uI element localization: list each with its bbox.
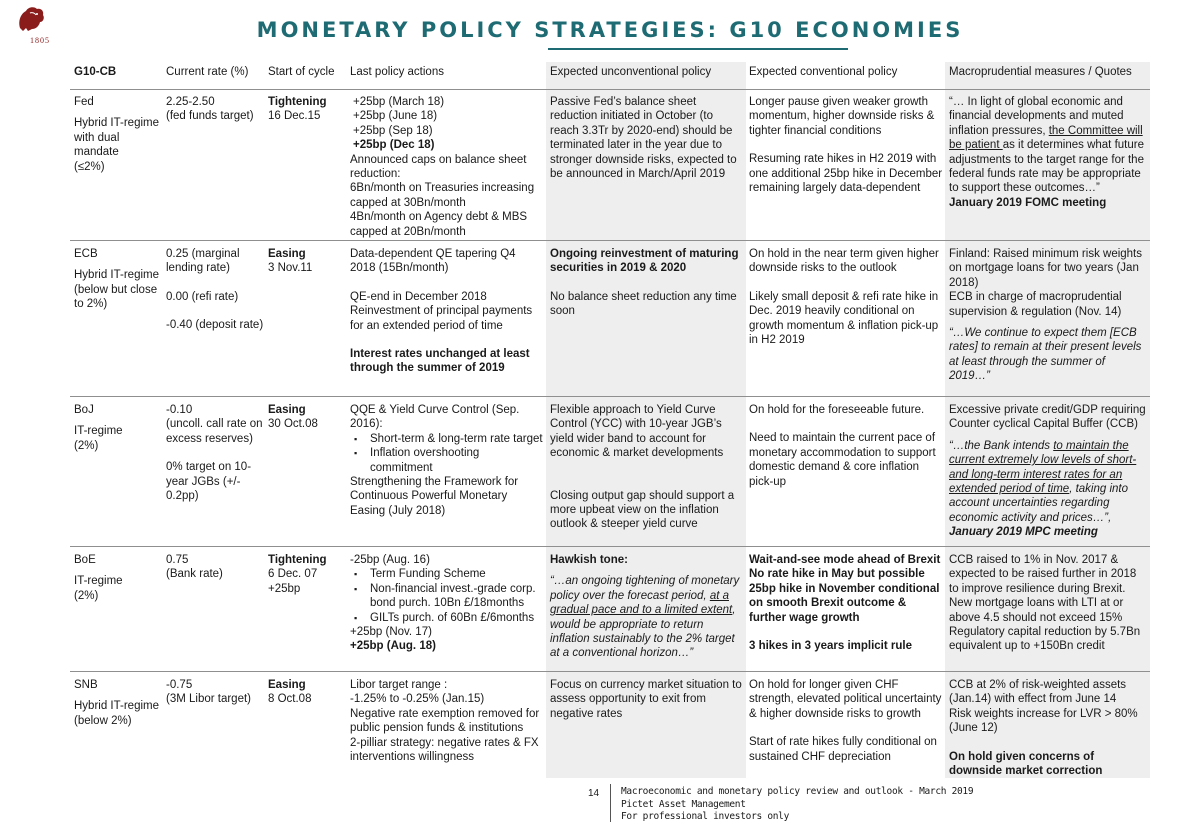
quote-source: January 2019 MPC meeting [949,526,1098,539]
conv-item: Longer pause given weaker growth momentum, higher downside risks & tighter financial conditions [749,96,935,137]
rate-value: -0.40 (deposit rate) [166,319,264,332]
table-header [70,62,1150,90]
unconv-item: Hawkish tone: [550,554,628,566]
action-item: Libor target range : [350,679,448,691]
cell-macroprudential [949,95,1147,210]
bullet-item: ▪ GILTs purch. of 60Bn £/6months [350,611,544,625]
conv-item: On hold for longer given CHF strength, elevated political uncertainty & higher downside risks to growth [749,679,942,720]
cb-regime: IT-regime [74,425,123,438]
cb-name: SNB [74,679,98,691]
policy-table [70,62,1150,778]
unconv-item: Ongoing reinvestment of maturing securities in 2019 & 2020 [550,248,739,275]
cycle-date: 30 Oct.08 [268,418,318,431]
footer-line-3: For professional investors only [621,811,790,822]
quote-text: “…the Bank intends [949,439,1054,452]
cell-unconventional: Passive Fed’s balance sheet reduction initiated in October (to reach 3.3Tr by 2020-end) should be terminated later in the year due to stronger downside risks, expected to be announced in March/April 2019 [550,96,737,181]
cycle-date: 16 Dec.15 [268,110,321,123]
cb-name: ECB [74,248,98,260]
action-item: -1.25% to -0.25% (Jan.15) [350,693,485,706]
cell-unconventional [550,553,746,661]
cell-rate [166,403,266,503]
cycle-direction: Easing [268,404,306,416]
cell-conventional [749,403,943,489]
rate-value: 0.75 [166,554,189,566]
cb-regime: Hybrid IT-regime with dual mandate [74,117,159,159]
cell-cycle [268,95,348,124]
cell-macroprudential [949,678,1147,778]
action-item: Negative rate exemption removed for public pension funds & institutions [350,707,540,735]
footer-text [621,786,973,824]
macro-item: Risk weights increase for LVR > 80% (June 12) [949,707,1138,735]
action-item: +25bp (March 18) [353,96,445,108]
action-item: QQE & Yield Curve Control (Sep. 2016): [350,404,520,431]
action-item: +25bp (June 18) [353,110,438,123]
logo-year: 1805 [30,36,50,45]
action-item: QE-end in December 2018 [350,290,487,303]
rate-value: 0% target on 10-year JGBs (+/- 0.2pp) [166,461,252,503]
bullet-item: ▪ Short-term & long-term rate target [350,432,544,446]
cell-last-actions [350,403,544,518]
quote-underlined: at a gradual pace and to a limited extent [550,589,733,617]
action-item: +25bp (Dec 18) [353,139,435,152]
action-item: -25bp (Aug. 16) [350,554,430,566]
cell-rate [166,247,266,333]
header-unconventional: Expected unconventional policy [550,66,712,78]
cb-regime: Hybrid IT-regime [74,700,159,713]
quote-text: , taking into account uncertainties regarding economic activity and prices…”, [949,483,1129,524]
cb-name: BoE [74,554,96,566]
cell-unconventional [550,247,744,319]
bullet-item: ▪ Inflation overshooting commitment [350,446,544,475]
rate-value: -0.75 [166,679,193,691]
conv-item: Start of rate hikes fully conditional on sustained CHF depreciation [749,736,937,763]
macro-item: ECB in charge of macroprudential supervision & regulation (Nov. 14) [949,291,1122,318]
cycle-date: 8 Oct.08 [268,693,312,706]
quote-text: “…an ongoing tightening of monetary policy over the forecast period, [550,575,740,602]
bullet-item: ▪ Non-financial invest.-grade corp. bond purch. 10Bn £/18months [350,582,544,611]
row-divider [70,671,1150,672]
table-row-ecb [70,247,1150,397]
rate-note: (3M Libor target) [166,693,252,706]
conv-item: Resuming rate hikes in H2 2019 with one additional 25bp hike in December remaining largely data-dependent [749,153,943,195]
conv-item: Wait-and-see mode ahead of Brexit [749,554,941,566]
action-bullets [350,432,544,475]
rate-note: (fed funds target) [166,110,254,123]
action-bullets [350,567,544,625]
cell-cb [74,678,164,728]
quote-text: “…We continue to expect them [ECB rates] to remain at their present levels at least through the summer of 2019…” [949,327,1142,383]
quote-text: as it determines what future adjustments to the target range for the federal funds rate may be appropriate to support these outcomes…” [949,139,1144,195]
quote-text: , would be appropriate to return inflation sustainably to the 2% target at a conventional horizon…” [550,604,736,660]
action-item: +25bp (Aug. 18) [350,640,436,653]
row-divider [70,89,1150,90]
cb-target: (2%) [74,589,99,602]
rate-value: 0.25 (marginal lending rate) [166,248,240,275]
cycle-date: 3 Nov.11 [268,262,313,275]
cb-regime: IT-regime [74,575,123,588]
action-item: 2-pilliar strategy: negative rates & FX interventions willingness [350,736,539,764]
header-macroprudential: Macroprudential measures / Quotes [949,66,1132,78]
rate-note: (Bank rate) [166,568,223,581]
quote-text: “… In light of global economic and financial developments and muted inflation pressures, [949,96,1124,137]
action-item: Strengthening the Framework for Continuous Powerful Monetary Easing (July 2018) [350,476,519,517]
macro-item: Excessive private credit/GDP requiring Counter cyclical Capital Buffer (CCB) [949,404,1146,431]
quote-source: January 2019 FOMC meeting [949,196,1107,209]
cb-target: (2%) [74,439,99,452]
macro-item: On hold given concerns of downside market correction [949,750,1103,778]
cell-cycle [268,678,348,707]
action-item: Interest rates unchanged at least through the summer of 2019 [350,348,530,375]
conv-item: On hold in the near term given higher downside risks to the outlook [749,248,939,275]
unconv-item: Flexible approach to Yield Curve Control (YCC) with 10-year JGB’s yield wider band to account for economic & market developments [550,404,724,460]
page-title: MONETARY POLICY STRATEGIES: G10 ECONOMIES [256,18,964,42]
header-last-actions: Last policy actions [350,66,444,78]
action-item: +25bp (Nov. 17) [350,626,432,639]
cell-cycle [268,247,348,276]
rate-value: 2.25-2.50 [166,96,215,108]
macro-item: Finland: Raised minimum risk weights on mortgage loans for two years (Jan 2018) [949,248,1143,289]
cell-rate [166,553,266,582]
header-rate: Current rate (%) [166,66,249,78]
conv-item: Need to maintain the current pace of monetary accommodation to support domestic demand & core inflation pick-up [749,432,936,488]
cell-cb [74,403,164,453]
title-underline [548,48,848,50]
conv-item: Likely small deposit & refi rate hike in Dec. 2019 heavily conditional on growth momentum & inflation pick-up in H2 2019 [749,290,939,347]
cb-target: (below 2%) [74,714,132,727]
table-row-boj [70,403,1150,548]
cb-target: (below but close to 2%) [74,283,158,311]
unconv-item: Closing output gap should support a more upbeat view on the inflation outlook & steeper yield curve [550,489,735,531]
cb-regime: Hybrid IT-regime [74,269,159,282]
action-item: +25bp (Sep 18) [353,124,433,137]
conv-item: 3 hikes in 3 years implicit rule [749,640,912,653]
table-row-boe [70,553,1150,673]
footer-divider [610,784,611,822]
cell-conventional [749,678,943,764]
cycle-change: +25bp [268,582,301,595]
row-divider [70,396,1150,397]
cell-cycle [268,403,348,432]
cell-last-actions [350,247,544,376]
table-row-snb [70,678,1150,778]
page-number: 14 [588,788,600,799]
cell-macroprudential [949,247,1147,384]
cell-cb [74,247,164,312]
cell-macroprudential [949,403,1147,540]
cell-cycle [268,553,348,596]
cell-conventional [749,95,943,195]
conv-item: No rate hike in May but possible 25bp hike in November conditional on smooth Brexit outcome & further wage growth [749,568,940,624]
macro-item: CCB at 2% of risk-weighted assets (Jan.14) with effect from June 14 [949,679,1127,706]
header-conventional: Expected conventional policy [749,66,898,78]
cycle-direction: Tightening [268,554,327,566]
row-divider [70,240,1150,241]
row-divider [70,546,1150,547]
cycle-date: 6 Dec. 07 [268,568,318,581]
action-item: Announced caps on balance sheet reduction: [350,153,527,181]
quote-underlined: the Committee will be patient [949,124,1143,152]
action-item: 4Bn/month on Agency debt & MBS capped at 20Bn/month [350,211,528,238]
cell-last-actions [350,678,544,764]
footer-line-1: Macroeconomic and monetary policy review and outlook - March 2019 [621,786,974,797]
conv-item: On hold for the foreseeable future. [749,404,925,416]
cycle-direction: Easing [268,248,306,260]
rate-note: (uncoll. call rate on excess reserves) [166,418,263,445]
footer-line-2: Pictet Asset Management [621,798,746,810]
rate-value: -0.10 [166,404,193,416]
cell-cb [74,95,162,174]
bullet-item: ▪ Term Funding Scheme [350,567,544,581]
quote-underlined: to maintain the current extremely low levels of short- and long-term interest rates for an extended period of time [949,439,1137,496]
cycle-direction: Easing [268,679,306,691]
cell-rate [166,95,266,124]
cell-conventional [749,247,943,347]
cell-last-actions [350,95,544,239]
header-cb: G10-CB [74,66,117,78]
unconv-item: No balance sheet reduction any time soon [550,290,737,318]
cell-macroprudential: CCB raised to 1% in Nov. 2017 & expected to be raised further in 2018 to improve resilience during Brexit. New mortgage loans with LTI at or above 4.5 should not exceed 15% Regulatory capital reduction by 5.7Bn equivalent up to +150Bn credit [949,554,1141,653]
cell-last-actions [350,553,544,654]
header-cycle: Start of cycle [268,66,335,78]
action-item: Reinvestment of principal payments for an extended period of time [350,305,533,332]
action-item: 6Bn/month on Treasuries increasing capped at 30Bn/month [350,182,535,209]
rate-value: 0.00 (refi rate) [166,290,239,303]
cell-conventional [749,553,945,653]
cell-rate [166,678,266,707]
cb-target: (≤2%) [74,160,105,173]
cell-cb [74,553,164,603]
cycle-direction: Tightening [268,96,327,108]
cell-unconventional [550,403,744,532]
cb-name: BoJ [74,404,94,416]
cb-name: Fed [74,96,94,108]
cell-unconventional: Focus on currency market situation to assess opportunity to exit from negative rates [550,679,742,720]
action-item: Data-dependent QE tapering Q4 2018 (15Bn/month) [350,248,516,275]
